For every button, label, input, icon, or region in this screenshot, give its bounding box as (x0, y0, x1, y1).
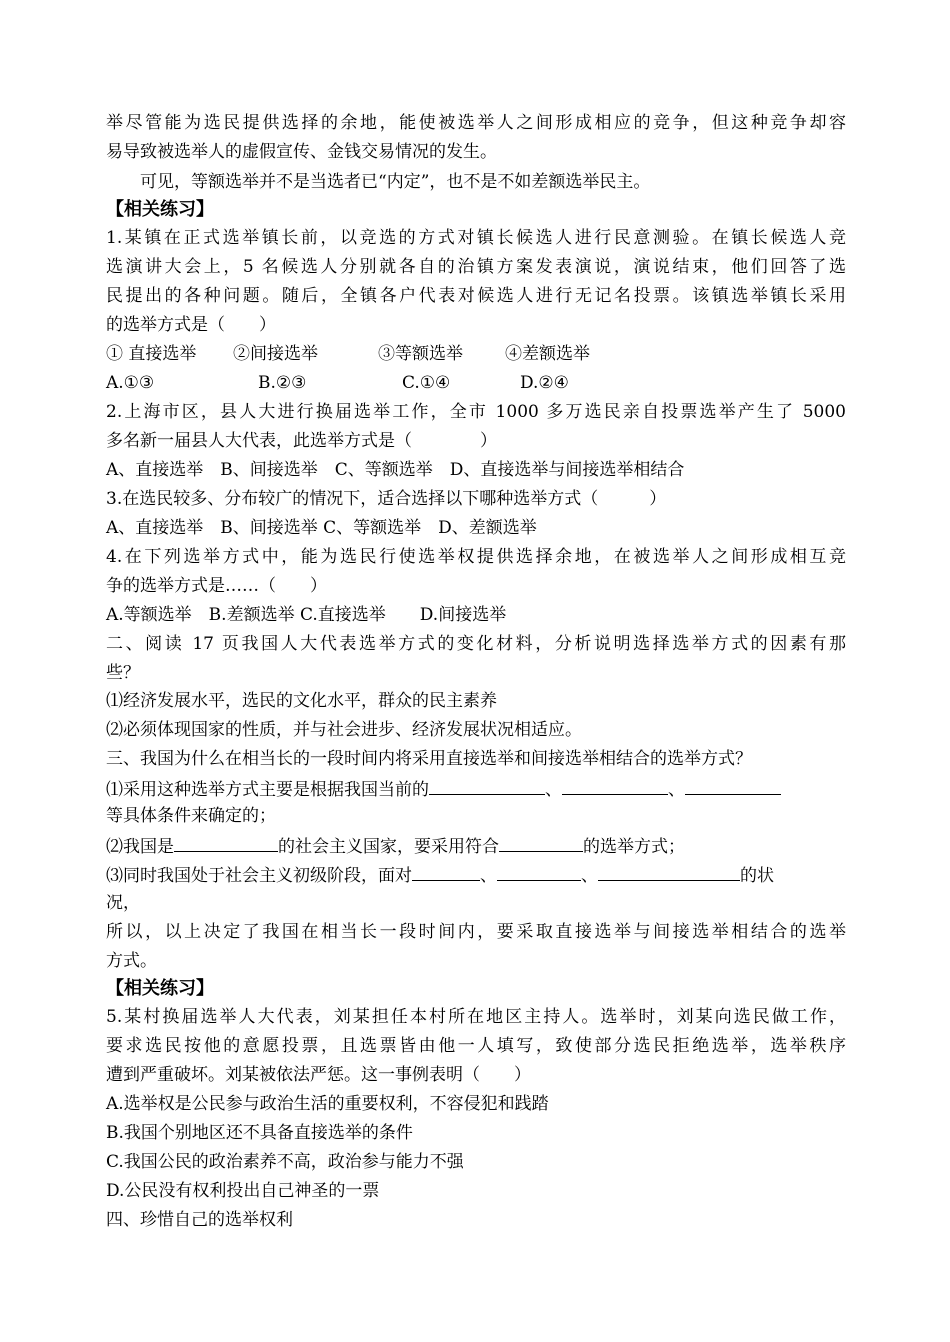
section-2-item-1: ⑴经济发展水平，选民的文化水平，群众的民主素养 (106, 691, 497, 711)
question-5-option-c: C.我国公民的政治素养不高，政治参与能力不强 (106, 1152, 464, 1172)
section-3-item-2-text-a: ⑵我国是 (106, 837, 174, 857)
section-2-item-2: ⑵必须体现国家的性质，并与社会进步、经济发展状况相适应。 (106, 720, 582, 740)
section-3-item-1-text: ⑴采用这种选举方式主要是根据我国当前的 (106, 780, 429, 800)
section-heading-practice-1: 【相关练习】 (106, 199, 214, 220)
fill-blank-8[interactable] (598, 864, 740, 881)
question-1-line-2: 选演讲大会上，5 名候选人分别就各自的治镇方案发表演说，演说结束，他们回答了选 (106, 257, 846, 277)
question-1-item-2: ②间接选举 (233, 344, 318, 364)
question-5-option-b: B.我国个别地区还不具备直接选举的条件 (106, 1123, 413, 1143)
section-3-item-3-continued: 况， (106, 893, 140, 913)
question-4-line-1: 4.在下列选举方式中，能为选民行使选举权提供选择余地，在被选举人之间形成相互竞 (106, 547, 846, 567)
section-heading-practice-2: 【相关练习】 (106, 978, 214, 999)
question-2-options: A、直接选举 B、间接选举 C、等额选举 D、直接选举与间接选举相结合 (106, 460, 685, 480)
fill-blank-7[interactable] (497, 864, 581, 881)
question-1-item-1: ① 直接选举 (106, 344, 197, 364)
intro-line-2: 易导致被选举人的虚假宣传、金钱交易情况的发生。 (106, 142, 497, 162)
section-3-item-3-text-a: ⑶同时我国处于社会主义初级阶段，面对 (106, 866, 412, 886)
section-4-title: 四、珍惜自己的选举权利 (106, 1210, 293, 1230)
question-1-line-1: 1.某镇在正式选举镇长前，以竞选的方式对镇长候选人进行民意测验。在镇长候选人竞 (106, 228, 846, 248)
question-3-options: A、直接选举 B、间接选举 C、等额选举 D、差额选举 (106, 518, 537, 538)
fill-blank-4[interactable] (174, 835, 278, 852)
question-1-item-3: ③等额选举 (378, 344, 463, 364)
section-3-item-3-text-b: 的状 (740, 866, 774, 886)
question-5-option-a: A.选举权是公民参与政治生活的重要权利，不容侵犯和践踏 (106, 1094, 549, 1114)
section-3-title: 三、我国为什么在相当长的一段时间内将采用直接选举和间接选举相结合的选举方式？ (106, 749, 752, 769)
question-1-line-4: 的选举方式是（ ） (106, 315, 276, 335)
question-1-line-3: 民提出的各种问题。随后，全镇各户代表对候选人进行无记名投票。该镇选举镇长采用 (106, 286, 846, 306)
section-3-conclusion-line-2: 方式。 (106, 951, 157, 971)
section-2-title-line-2: 些？ (106, 663, 140, 683)
section-3-item-2 (106, 835, 685, 857)
question-1-option-a: A.①③ (106, 373, 155, 393)
question-5-option-d: D.公民没有权利投出自己神圣的一票 (106, 1181, 380, 1201)
section-3-conclusion-line-1: 所以，以上决定了我国在相当长一段时间内，要采取直接选举与间接选举相结合的选举 (106, 922, 846, 942)
question-1-option-c: C.①④ (402, 373, 451, 393)
separator: 、 (480, 866, 497, 886)
section-3-item-3 (106, 864, 774, 886)
fill-blank-3[interactable] (685, 778, 781, 795)
separator: 、 (668, 780, 685, 800)
section-3-item-1 (106, 778, 781, 800)
question-1-item-4: ④差额选举 (505, 344, 590, 364)
section-3-item-1-continued: 等具体条件来确定的； (106, 806, 276, 826)
section-3-item-2-text-c: 的选举方式； (583, 837, 685, 857)
question-5-line-2: 要求选民按他的意愿投票，且选票皆由他一人填写，致使部分选民拒绝选举，选举秩序 (106, 1036, 846, 1056)
fill-blank-2[interactable] (562, 778, 668, 795)
fill-blank-5[interactable] (499, 835, 583, 852)
question-5-line-1: 5.某村换届选举人大代表，刘某担任本村所在地区主持人。选举时，刘某向选民做工作， (106, 1007, 846, 1027)
intro-conclusion: 可见，等额选举并不是当选者已“内定”，也不是不如差额选举民主。 (140, 172, 651, 192)
intro-line-1: 举尽管能为选民提供选择的余地，能使被选举人之间形成相应的竞争，但这种竞争却容 (106, 113, 846, 133)
question-2-line-2: 多名新一届县人大代表，此选举方式是（ ） (106, 431, 497, 451)
fill-blank-6[interactable] (412, 864, 480, 881)
section-2-title-line-1: 二、阅读 17 页我国人大代表选举方式的变化材料，分析说明选择选举方式的因素有那 (106, 634, 846, 654)
question-1-option-d: D.②④ (520, 373, 569, 393)
fill-blank-1[interactable] (429, 778, 545, 795)
question-1-option-b: B.②③ (258, 373, 307, 393)
question-4-options: A.等额选举 B.差额选举 C.直接选举 D.间接选举 (106, 605, 507, 625)
section-3-item-2-text-b: 的社会主义国家，要采用符合 (278, 837, 499, 857)
separator: 、 (581, 866, 598, 886)
question-3-line-1: 3.在选民较多、分布较广的情况下，适合选择以下哪种选举方式（ ） (106, 489, 667, 509)
separator: 、 (545, 780, 562, 800)
question-5-line-3: 遭到严重破坏。刘某被依法严惩。这一事例表明（ ） (106, 1065, 531, 1085)
question-2-line-1: 2.上海市区，县人大进行换届选举工作，全市 1000 多万选民亲自投票选举产生了 5000 (106, 402, 846, 422)
question-4-line-2: 争的选举方式是……（ ） (106, 576, 327, 596)
